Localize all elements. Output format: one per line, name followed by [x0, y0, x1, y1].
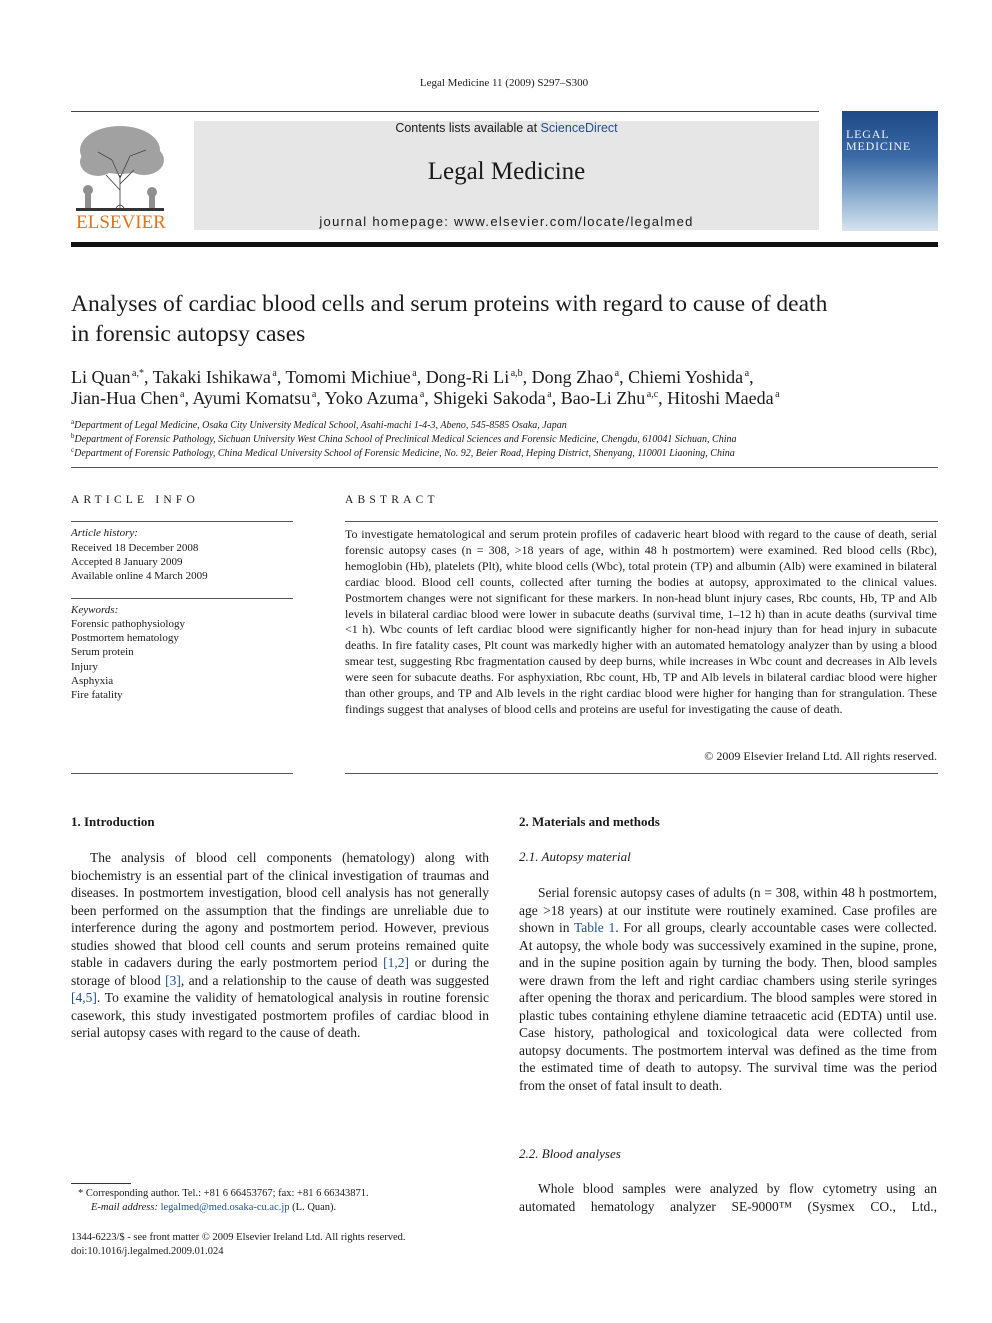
abstract-rule — [345, 521, 938, 522]
author[interactable]: Shigeki Sakoda $^a$ — [433, 388, 552, 408]
affiliation-c: $^c$Department of Forensic Pathology, China Medical University School of Forensic Medicine, No. 92, Beier Road, Heping District, Shenyang, 110001 Liaoning, China — [71, 446, 735, 459]
history-accepted: Accepted 8 January 2009 — [71, 556, 183, 569]
autopsy-material-heading: 2.1. Autopsy material — [519, 849, 631, 864]
article-info-heading: ARTICLE INFO — [71, 494, 199, 506]
authors-line1: Li Quan $^{a,*}$, Takaki Ishikawa $^a$, Tomomi Michiue $^a$, Dong-Ri Li $^{a,b}$, Dong Zhao $^a$, Chiemi Yoshida $^a$, — [71, 367, 754, 387]
journal-reference: Legal Medicine 11 (2009) S297–S300 — [419, 77, 589, 89]
keywords-list — [71, 617, 185, 702]
blood-analyses-paragraph: Whole blood samples were analyzed by flow cytometry using an automated hematology analyzer SE-9000™ (Sysmex CO., Ltd., — [519, 1181, 937, 1214]
table-link[interactable]: Table 1 — [574, 920, 616, 935]
author[interactable]: Takaki Ishikawa $^a$ — [152, 367, 277, 387]
blood-analyses-heading: 2.2. Blood analyses — [519, 1146, 621, 1161]
ref-link[interactable]: [4,5] — [71, 990, 97, 1005]
section-separator — [71, 467, 938, 468]
corresponding-author-note: * Corresponding author. Tel.: +81 6 66453767; fax: +81 6 66343871. — [78, 1188, 369, 1199]
author[interactable]: Hitoshi Maeda $^a$ — [667, 388, 780, 408]
footnote-rule — [71, 1183, 131, 1184]
issn-line: 1344-6223/$ - see front matter © 2009 Elsevier Ireland Ltd. All rights reserved. — [71, 1232, 406, 1243]
article-title — [71, 289, 951, 349]
journal-cover-title — [846, 128, 938, 152]
contents-line — [194, 121, 819, 135]
keywords-label: Keywords: — [71, 604, 119, 616]
affiliation-b: $^b$Department of Forensic Pathology, Sichuan University West China School of Preclinical Medical Sciences and Forensic Medicine, Chengdu, 610041 Sichuan, China — [71, 432, 737, 445]
history-list — [71, 541, 208, 584]
article-info-rule — [71, 521, 293, 522]
author[interactable]: Bao-Li Zhu $^{a,c}$ — [560, 388, 659, 408]
email-note: E-mail address: legalmed@med.osaka-cu.ac.jp (L. Quan). — [91, 1202, 337, 1213]
affiliation-a: $^a$Department of Legal Medicine, Osaka City University Medical School, Asahi-machi 1-4-3, Abeno, 545-8585 Osaka, Japan — [71, 418, 567, 431]
author[interactable]: Chiemi Yoshida $^a$ — [628, 367, 750, 387]
journal-title: Legal Medicine — [427, 158, 586, 185]
title-line2: in forensic autopsy cases — [71, 321, 306, 347]
intro-paragraph: The analysis of blood cell components (hematology) along with biochemistry is an essential part of the clinical investigation of traumas and diseases. In postmortem investigation, blood cell analysis has not generally been performed on the assumption that the findings are unreliable due to interference during the agony and postmortem period. However, previous studies showed that blood cell counts and serum proteins remained quite stable in cadavers during the early postmortem period [1,2] or during the storage of blood [3], and a relationship to the cause of death was suggested [4,5]. To examine the validity of hematological analysis in routine forensic casework, this study investigated postmortem profiles of cardiac blood in serial autopsy cases with regard to the cause of death. — [71, 850, 489, 1040]
author[interactable]: Tomomi Michiue $^a$ — [285, 367, 417, 387]
author[interactable]: Dong Zhao $^a$ — [531, 367, 620, 387]
abstract-heading: ABSTRACT — [345, 494, 439, 506]
header-rule — [71, 111, 819, 112]
ref-link[interactable]: [1,2] — [383, 955, 410, 970]
abstract-bottom-rule — [345, 773, 938, 774]
contents-prefix: Contents lists available at — [395, 121, 541, 135]
ref-link[interactable]: [3] — [165, 972, 181, 988]
keyword: Forensic pathophysiology — [71, 618, 185, 630]
keyword: Postmortem hematology — [71, 632, 179, 645]
author[interactable]: Li Quan $^{a,*}$ — [71, 367, 144, 387]
article-info-bottom-rule — [71, 773, 293, 774]
masthead-heavy-rule — [71, 242, 938, 247]
abstract-text: To investigate hematological and serum protein profiles of cadaveric heart blood with regard to the cause of death, serial forensic autopsy cases (n = 308, >18 years of age, within 48 h postmortem) were examined. Red blood cells (Rbc), hemoglobin (Hb), platelets (Plt), white blood cells (Wbc), total protein (TP) and albumin (Alb) were examined in bilateral cardiac blood. Blood cell counts, collected after turning the bodies at autopsy, approximated to the clinical values. Postmortem changes were not significant for these markers. In non-head blunt injury cases, Rbc counts, Hb, TP and Alb levels in bilateral cardiac blood were lower in subacute deaths (survival time, 1–12 h) than in acute deaths (survival time <1 h). Wbc counts of left cardiac blood were significantly higher for non-head injury than for head injury in subacute deaths. In fire fatality cases, Plt count was markedly higher with an automated hematology analyzer than by using a blood smear test, suggesting Rbc fragmentation caused by deep burns, while increases in Wbc count and decreases in Alb levels were seen for subacute deaths. For asphyxiation, Rbc count, Hb, TP and Alb levels in bilateral cardiac blood were higher than other groups, and TP and Alb levels in the right cardiac blood were higher for hanging than for strangulation. These findings suggest that analyses of blood cells and proteins are useful for investigating the cause of death. — [345, 527, 937, 716]
methods-heading: 2. Materials and methods — [519, 814, 660, 829]
doi-line[interactable]: doi:10.1016/j.legalmed.2009.01.024 — [71, 1246, 224, 1257]
history-received: Received 18 December 2008 — [71, 542, 199, 554]
autopsy-material-paragraph: Serial forensic autopsy cases of adults (n = 308, within 48 h postmortem, age >18 years) at our institute were routinely examined. Case profiles are shown in Table 1. For all groups, clearly accountable cases were collected. At autopsy, the whole body was successively examined in the supine, prone, and in the supine position again by turning the body. Then, blood samples were drawn from the left and right cardiac chambers using sterile syringes after opening the thorax and pericardium. The blood samples were stored in plastic tubes containing ethylene diamine tetraacetic acid (EDTA) until use. Case history, pathological and toxicological data were collected from autopsy documents. The postmortem interval was defined as the time from the estimated time of death to autopsy. The survival time was the period from the onset of fatal insult to death. — [519, 885, 937, 1093]
history-label: Article history: — [71, 527, 138, 539]
intro-heading: 1. Introduction — [71, 814, 155, 829]
keyword: Fire fatality — [71, 689, 123, 702]
authors-line2: Jian-Hua Chen $^a$, Ayumi Komatsu $^a$, Yoko Azuma $^a$, Shigeki Sakoda $^a$, Bao-Li Zhu $^{a,c}$, Hitoshi Maeda $^a$ — [71, 388, 780, 408]
keyword: Asphyxia — [71, 674, 114, 687]
cover-title-line1: LEGAL — [846, 127, 890, 141]
title-line1: Analyses of cardiac blood cells and serum proteins with regard to cause of death — [71, 291, 828, 317]
sciencedirect-link[interactable]: ScienceDirect — [540, 121, 618, 135]
journal-homepage[interactable]: journal homepage: www.elsevier.com/locate/legalmed — [319, 214, 694, 229]
keywords-rule — [71, 598, 293, 599]
keyword: Injury — [71, 660, 98, 673]
elsevier-wordmark: ELSEVIER — [76, 212, 166, 233]
keyword: Serum protein — [71, 646, 134, 659]
cover-title-line2: MEDICINE — [846, 139, 912, 153]
abstract-copyright: © 2009 Elsevier Ireland Ltd. All rights reserved. — [704, 749, 937, 763]
author[interactable]: Yoko Azuma $^a$ — [324, 388, 425, 408]
history-online: Available online 4 March 2009 — [71, 570, 208, 583]
author[interactable]: Dong-Ri Li $^{a,b}$ — [425, 367, 523, 387]
author[interactable]: Ayumi Komatsu $^a$ — [192, 388, 317, 408]
email-link[interactable]: legalmed@med.osaka-cu.ac.jp — [160, 1202, 290, 1213]
author[interactable]: Jian-Hua Chen $^a$ — [71, 388, 185, 408]
